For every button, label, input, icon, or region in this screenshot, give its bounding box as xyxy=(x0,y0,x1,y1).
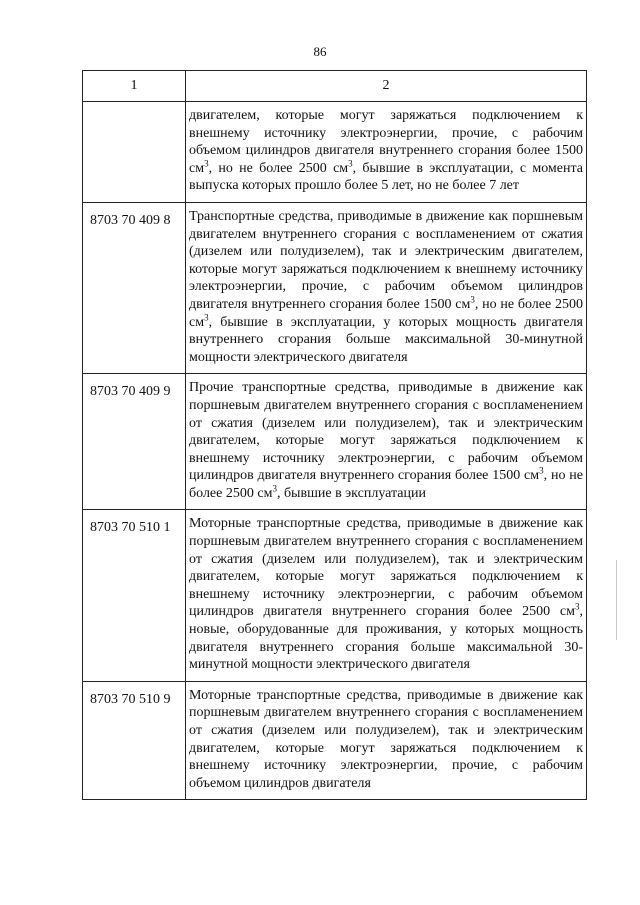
goods-description: двигателем, которые могут заряжаться подключением к внешнему источнику электроэнергии, прочие, с рабочим объемом цилиндров двигателя внутреннего сгорания более 1500 $см^3$, но не более 2500 $см^3$, бывшие в эксплуатации, с момента выпуска которых прошло более 5 лет, но не более 7 лет xyxy=(186,102,587,203)
table-row xyxy=(83,102,587,203)
page-number: 86 xyxy=(313,44,327,59)
scan-edge-mark xyxy=(616,560,617,640)
table-header-row xyxy=(83,71,587,102)
goods-description: Моторные транспортные средства, приводимые в движение как поршневым двигателем внутреннего сгорания с воспламенением от сжатия (дизелем или полудизелем), так и электрическим двигателем, которые могут заряжаться подключением к внешнему источнику электроэнергии, с рабочим объемом цилиндров двигателя внутреннего сгорания более 2500 $см^3$, новые, оборудованные для проживания, у которых мощность двигателя внутреннего сгорания больше максимальной 30-минутной мощности электрического двигателя xyxy=(186,510,587,681)
table-row xyxy=(83,202,587,373)
table-row xyxy=(83,374,587,510)
table-row xyxy=(83,681,587,800)
goods-description: Транспортные средства, приводимые в движение как поршневым двигателем внутреннего сгорания с воспламенением от сжатия (дизелем или полудизелем), так и электрическим двигателем, которые могут заряжаться подключением к внешнему источнику электроэнергии, прочие, с рабочим объемом цилиндров двигателя внутреннего сгорания более 1500 $см^3$, но не более 2500 $см^3$, бывшие в эксплуатации, у которых мощность двигателя внутреннего сгорания больше максимальной 30-минутной мощности электрического двигателя xyxy=(186,202,587,373)
tariff-code: 8703 70 409 9 xyxy=(83,374,186,510)
tariff-code: 8703 70 510 1 xyxy=(83,510,186,681)
tariff-code: 8703 70 409 8 xyxy=(83,202,186,373)
goods-description: Моторные транспортные средства, приводимые в движение как поршневым двигателем внутреннего сгорания с воспламенением от сжатия (дизелем или полудизелем), так и электрическим двигателем, которые могут заряжаться подключением к внешнему источнику электроэнергии, прочие, с рабочим объемом цилиндров двигателя xyxy=(186,681,587,800)
tariff-code xyxy=(83,102,186,203)
column-header-1: 1 xyxy=(83,71,186,102)
column-header-2: 2 xyxy=(186,71,587,102)
goods-description: Прочие транспортные средства, приводимые в движение как поршневым двигателем внутреннего сгорания с воспламенением от сжатия (дизелем или полудизелем), так и электрическим двигателем, которые могут заряжаться подключением к внешнему источнику электроэнергии, с рабочим объемом цилиндров двигателя внутреннего сгорания более 1500 $см^3$, но не более 2500 $см^3$, бывшие в эксплуатации xyxy=(186,374,587,510)
tariff-code: 8703 70 510 9 xyxy=(83,681,186,800)
table-row xyxy=(83,510,587,681)
code-table xyxy=(82,70,587,800)
